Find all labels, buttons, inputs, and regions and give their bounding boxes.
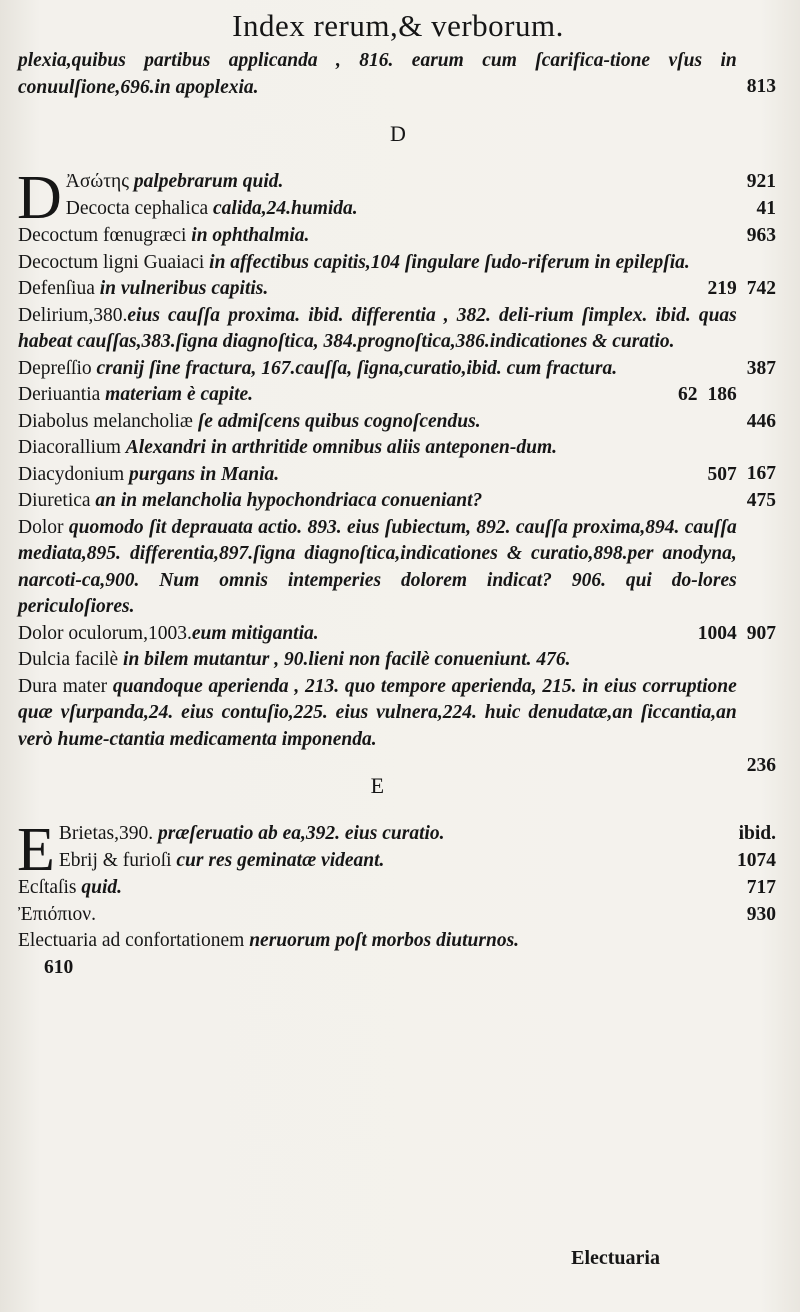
entry-headword: Diacorallium <box>18 437 126 458</box>
entry-text: præſeruatio ab ea,392. eius curatio. <box>157 823 445 844</box>
entry-headword: Brietas,390. <box>58 823 158 844</box>
page-reference: 921 <box>746 171 776 192</box>
entry-text: quomodo ſit deprauata actio. 893. eius ſubiectum, 892. cauſſa proxima,894. cauſſa mediata,895. differentia,897.ſigna diagnoſtica,indicationes & curatio,898.per anodyna, narcoti-ca,900. Num omnis intemperies dolorem indicat? 906. qui do-lores periculoſiores. <box>18 516 737 617</box>
drop-cap: D <box>17 164 62 232</box>
entry-headword: Defenſiua <box>18 278 100 299</box>
index-entry <box>18 621 778 648</box>
index-entry <box>18 848 778 875</box>
entry-headword: Diuretica <box>18 490 96 511</box>
index-entry <box>18 196 778 223</box>
entry-text: cranij ſine fractura, 167.cauſſa, ſigna,curatio,ibid. cum fractura. <box>96 357 618 379</box>
entry-headword: Ἀσώτης <box>65 171 129 192</box>
continued-entry <box>18 48 778 101</box>
entry-headword: Dura mater <box>18 675 113 697</box>
entry-headword: Depreſſio <box>18 357 97 379</box>
section-d-entries <box>17 164 778 776</box>
page-reference: 236 <box>746 754 776 776</box>
entry-headword: Decoctum fœnugræci <box>18 225 192 246</box>
entry-text: eum mitigantia. <box>191 622 319 644</box>
section-heading-d: D <box>390 121 406 146</box>
page-reference: 446 <box>746 410 776 432</box>
page-reference: 930 <box>746 903 776 925</box>
entry-headword: Diabolus melancholiæ <box>18 410 198 432</box>
entry-text: ſe admiſcens quibus cognoſcendus. <box>197 410 481 432</box>
page-reference: ibid. <box>738 823 776 844</box>
page-reference: 387 <box>746 357 776 379</box>
page-reference: 475 <box>746 490 776 511</box>
entry-headword: Dolor <box>18 516 69 538</box>
page-reference: 1004 <box>697 622 737 644</box>
index-entry <box>18 875 778 902</box>
entry-text: eius cauſſa proxima. ibid. differentia , 382. deli-rium ſimplex. ibid. quas habeat cauſſas,383.ſigna diagnoſtica, 384.prognoſtica,386.indicationes & curatio. <box>18 304 737 352</box>
entry-headword: Delirium,380. <box>18 304 128 326</box>
index-entry <box>18 462 778 489</box>
entry-headword: Electuaria ad confortationem <box>18 930 250 951</box>
page-reference: 507 <box>707 463 737 485</box>
entry-text: neruorum poſt morbos diuturnos. <box>249 930 520 951</box>
page-reference: 219 <box>707 278 737 299</box>
index-entry <box>18 276 778 303</box>
page-reference: 62 <box>678 384 698 405</box>
drop-cap: E <box>17 816 55 884</box>
entry-text: Alexandri in arthritide omnibus aliis anteponen-dum. <box>125 437 558 458</box>
entry-headword: Dulcia facilè <box>18 649 124 670</box>
index-entry <box>18 409 778 436</box>
entry-text: purgans in Mania. <box>129 463 280 485</box>
entry-headword: Decoctum ligni Guaiaci <box>18 251 210 273</box>
entry-text: plexia,quibus partibus applicanda , 816. earum cum ſcarifica-tione vſus in conuulſione,696.in apoplexia. <box>18 50 737 98</box>
entry-text: cur res geminatæ videant. <box>176 849 385 871</box>
folio-number: 610 <box>44 956 74 978</box>
entry-text: in bilem mutantur , 90.lieni non facilè conueniunt. 476. <box>123 649 571 670</box>
page-reference: 907 <box>746 622 776 644</box>
page-reference: 963 <box>746 225 776 246</box>
index-entry <box>18 647 778 674</box>
index-entry <box>18 223 778 250</box>
entry-headword: Ἐπιόπιον. <box>18 903 96 925</box>
page-reference: 717 <box>746 877 776 898</box>
entry-text: calida,24.humida. <box>213 197 358 219</box>
entry-text: in ophthalmia. <box>191 225 310 246</box>
section-heading-e: E <box>370 773 385 798</box>
entry-text: materiam è capite. <box>105 384 254 405</box>
entry-headword: Deriuantia <box>18 384 106 405</box>
entry-text: in affectibus capitis,104 ſingulare ſudo-riferum in epilepſia. <box>209 251 690 273</box>
entry-headword: Dolor oculorum,1003. <box>18 622 192 644</box>
section-e-entries <box>17 816 778 981</box>
entry-text: quid. <box>81 877 122 898</box>
page-reference: 186 <box>707 383 737 405</box>
entry-text: an in melancholia hypochondriaca conueniant? <box>95 490 483 511</box>
running-head: Index rerum,& verborum. <box>232 8 564 43</box>
index-entry <box>18 674 778 776</box>
index-entry <box>18 382 778 409</box>
entry-text: in vulneribus capitis. <box>99 278 269 299</box>
index-entry <box>18 488 778 515</box>
page-reference: 813 <box>746 76 776 97</box>
entry-text: palpebrarum quid. <box>128 171 284 192</box>
page-reference: 41 <box>756 197 776 219</box>
page-reference: 742 <box>746 277 776 299</box>
catchword: Electuaria <box>571 1247 660 1269</box>
index-entry <box>18 928 778 955</box>
page-reference: 167 <box>746 463 776 484</box>
entry-text: quandoque aperienda , 213. quo tempore aperienda, 215. in eius corruptione quæ vſurpanda,24. eius contuſio,225. eius vulnera,224. huic denudatæ,an ſiccantia,an verò hume-ctantia medicamenta imponenda. <box>18 675 737 750</box>
entry-headword: Ebrij & furioſi <box>58 849 177 871</box>
page-reference: 1074 <box>737 849 776 871</box>
entry-headword: Diacydonium <box>18 463 130 485</box>
entry-headword: Decocta cephalica <box>65 197 214 219</box>
entry-headword: Ecſtaſis <box>18 877 82 898</box>
index-entry <box>18 902 778 929</box>
